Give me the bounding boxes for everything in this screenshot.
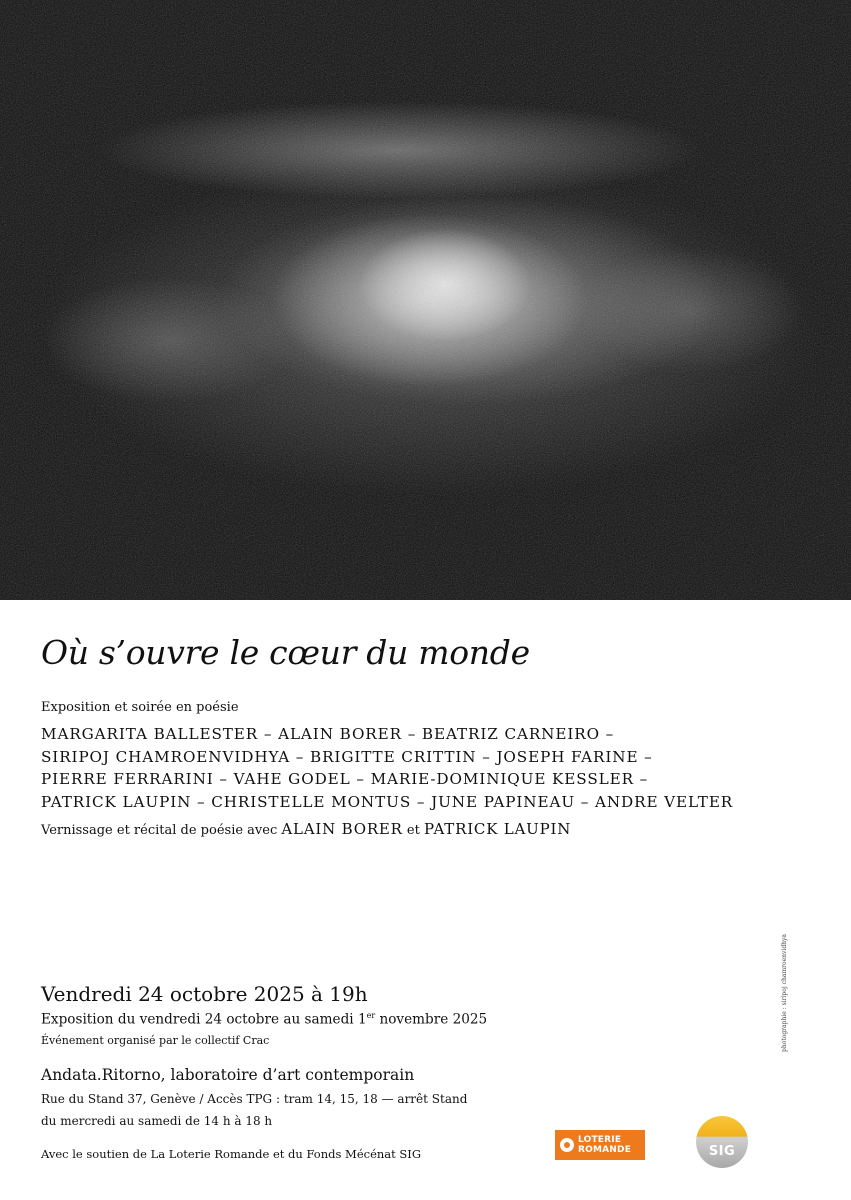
- poster-text: [0, 600, 851, 1200]
- exhibition-suffix: novembre 2025: [375, 1011, 488, 1028]
- venue-name: Andata.Ritorno, laboratoire d’art contemporain: [41, 1066, 415, 1084]
- opening-hours: du mercredi au samedi de 14 h à 18 h: [41, 1114, 273, 1128]
- loterie-romande-logo: [555, 1130, 645, 1160]
- venue-address: Rue du Stand 37, Genève / Accès TPG : tram 14, 15, 18 — arrêt Stand: [41, 1092, 468, 1106]
- artist-line: PIERRE FERRARINI – VAHE GODEL – MARIE-DOMINIQUE KESSLER –: [41, 770, 649, 788]
- sponsor-note: Avec le soutien de La Loterie Romande et du Fonds Mécénat SIG: [41, 1147, 422, 1161]
- artist-line: MARGARITA BALLESTER – ALAIN BORER – BEATRIZ CARNEIRO –: [41, 725, 615, 743]
- loterie-wordmark: [578, 1135, 631, 1155]
- artist-list: [41, 723, 831, 813]
- artist-line: PATRICK LAUPIN – CHRISTELLE MONTUS – JUNE PAPINEAU – ANDRE VELTER: [41, 792, 734, 811]
- loterie-word-1: LOTERIE: [578, 1135, 622, 1145]
- organizer-note: Événement organisé par le collectif Crac: [41, 1034, 270, 1047]
- exhibition-prefix: Exposition du vendredi 24 octobre au samedi 1: [41, 1011, 367, 1028]
- vernissage-name-1: ALAIN BORER: [281, 820, 403, 838]
- sig-logo: [696, 1116, 748, 1168]
- vernissage-line: [41, 820, 571, 838]
- event-date: Vendredi 24 octobre 2025 à 19h: [41, 982, 368, 1006]
- poster-title: Où s’ouvre le cœur du monde: [41, 633, 530, 672]
- event-subtitle: Exposition et soirée en poésie: [41, 700, 239, 715]
- photo-credit: photographie : siripoj chamroenvidhya: [781, 933, 788, 1052]
- exhibition-dates: [41, 1011, 487, 1028]
- vernissage-name-2: PATRICK LAUPIN: [423, 820, 572, 838]
- sig-wordmark: SIG: [708, 1144, 736, 1159]
- vernissage-joiner: et: [406, 823, 420, 838]
- exhibition-ordinal: er: [366, 1011, 376, 1020]
- artist-line: SIRIPOJ CHAMROENVIDHYA – BRIGITTE CRITTIN – JOSEPH FARINE –: [41, 747, 653, 766]
- loterie-ring-icon: [560, 1138, 574, 1152]
- vernissage-prefix: Vernissage et récital de poésie avec: [41, 823, 278, 838]
- loterie-word-2: ROMANDE: [578, 1145, 632, 1155]
